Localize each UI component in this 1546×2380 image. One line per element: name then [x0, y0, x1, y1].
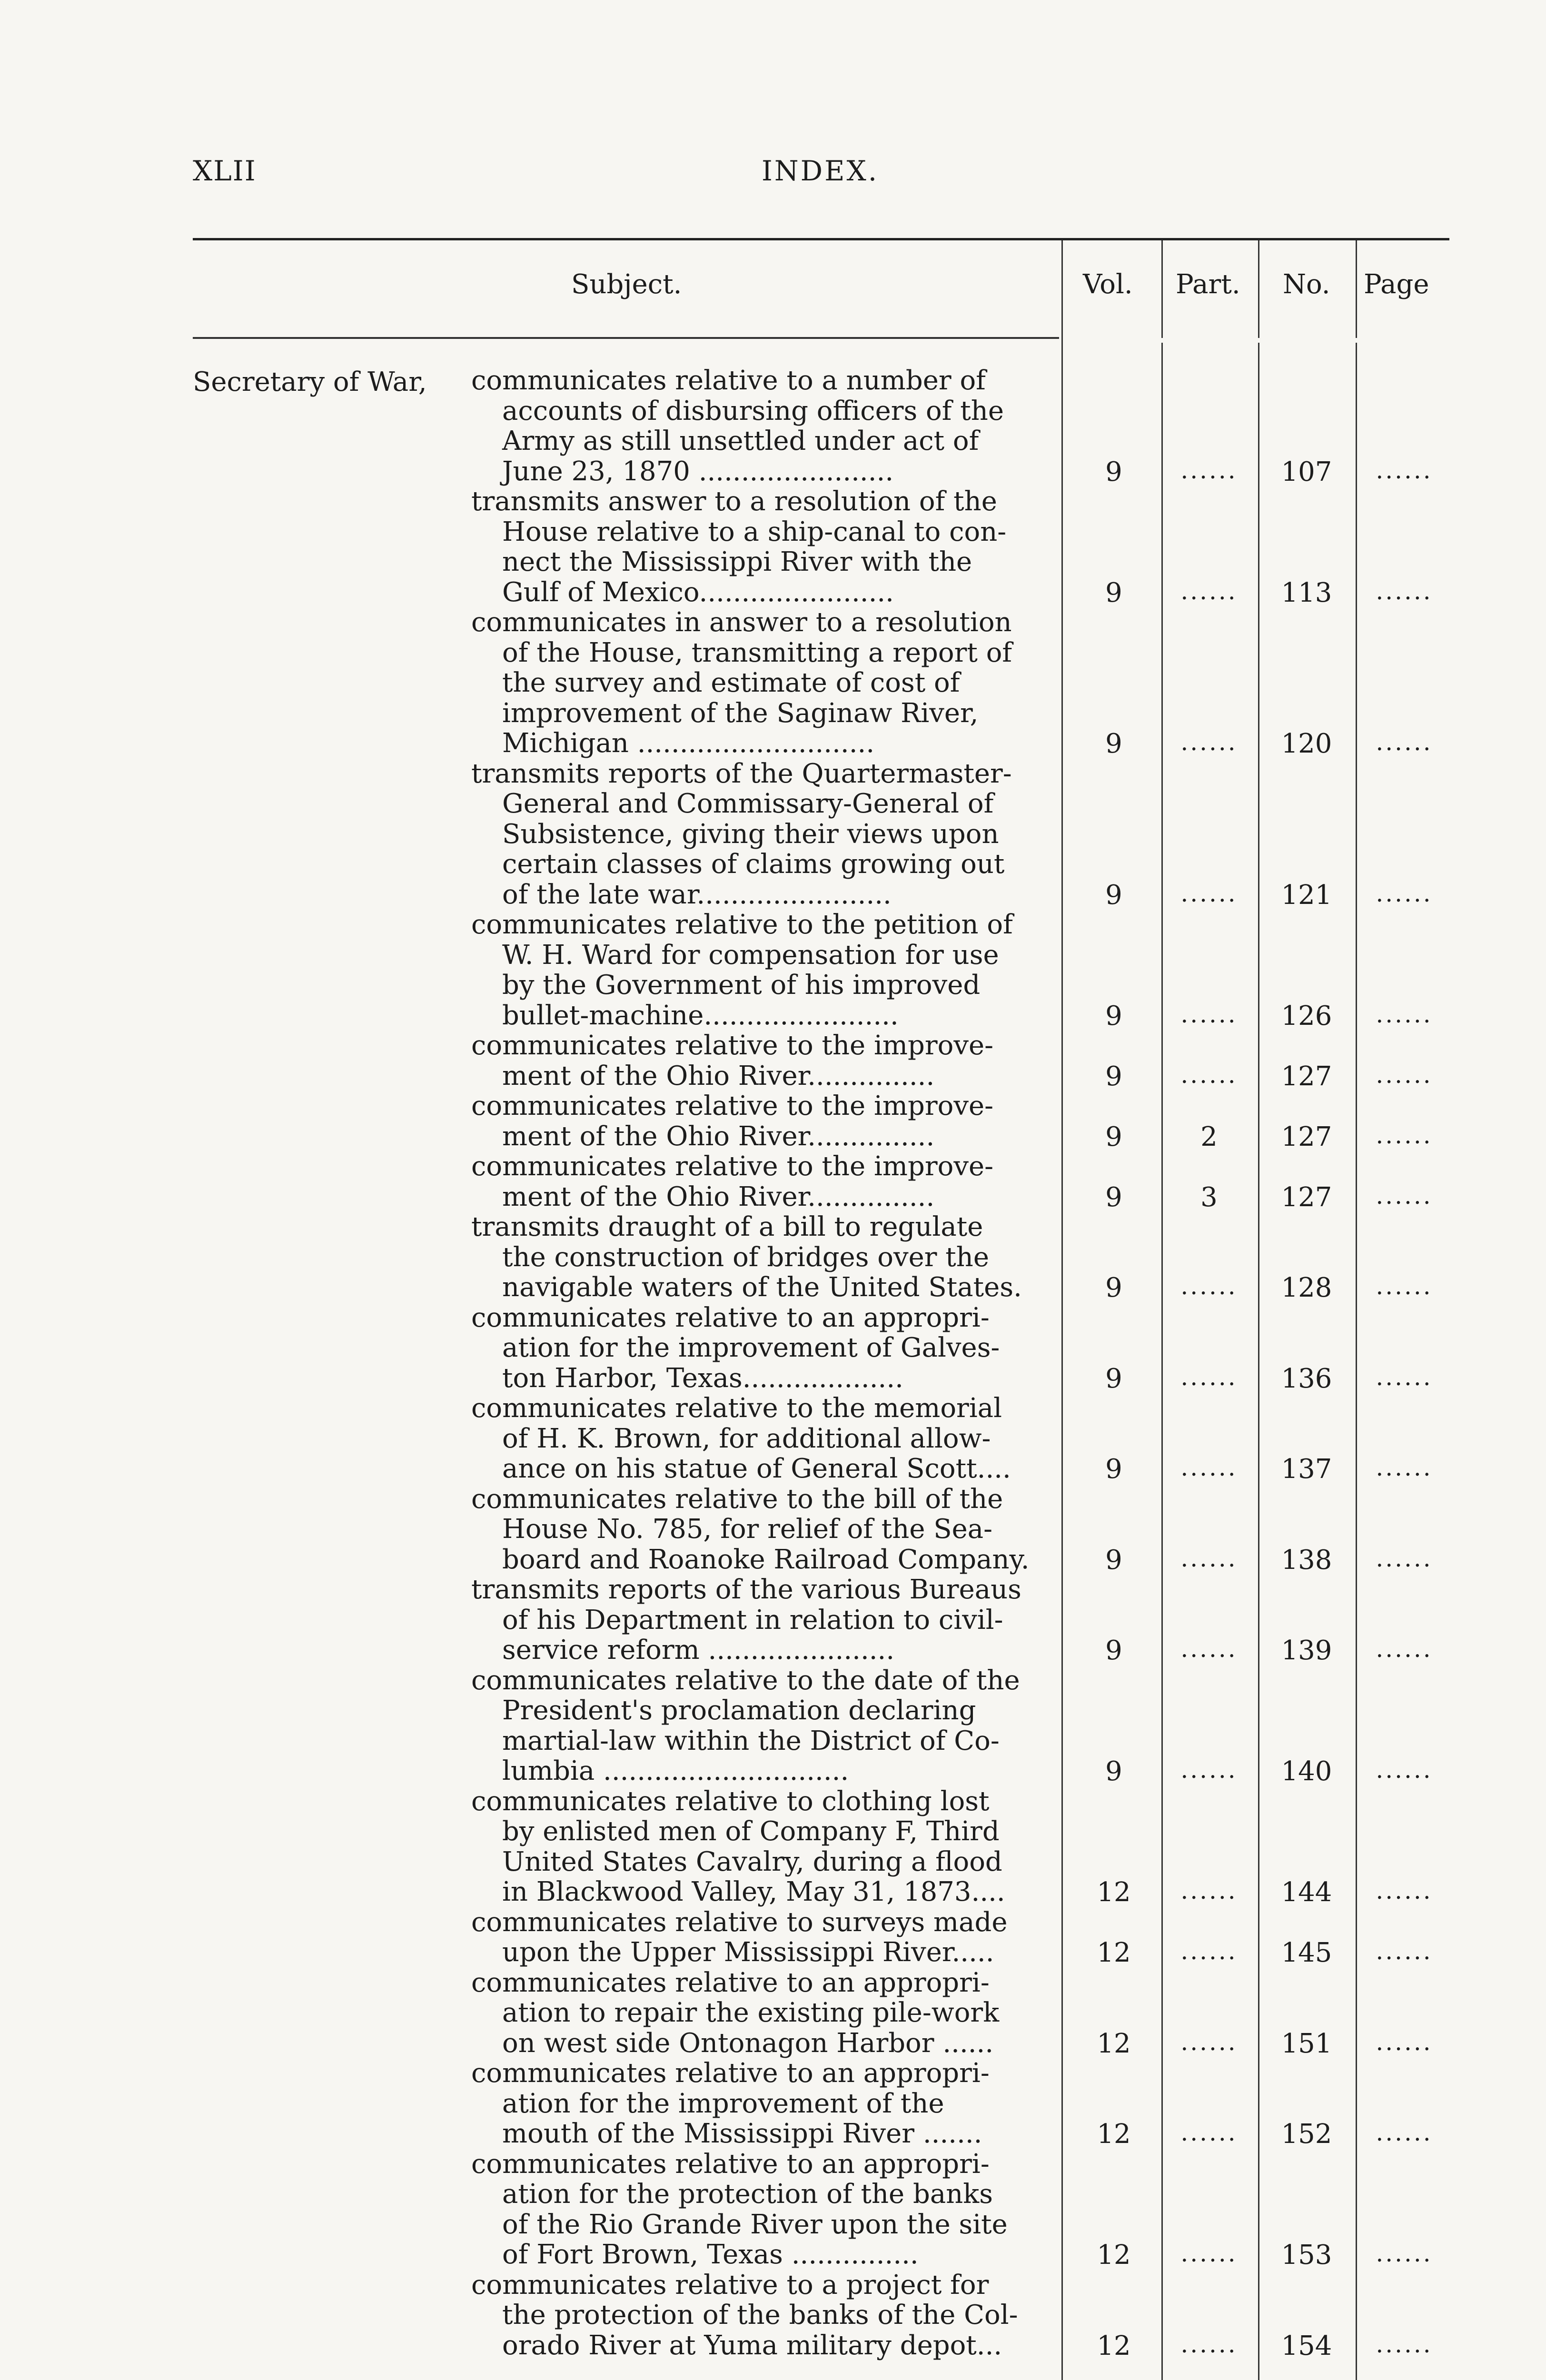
page-cell: ......: [1376, 1181, 1433, 1210]
index-entry: [0, 910, 1546, 1031]
part-cell: ......: [1180, 1000, 1238, 1028]
entry-text: [471, 910, 1057, 1031]
number-cell: 153: [1281, 2240, 1332, 2271]
number-cell: 128: [1281, 1272, 1332, 1303]
entry-line: orado River at Yuma military depot...: [502, 2330, 1002, 2361]
vol-cell: 9: [1105, 1635, 1122, 1666]
entry-line: mouth of the Mississippi River .......: [502, 2118, 982, 2149]
entry-line: by enlisted men of Company F, Third: [502, 1816, 1000, 1847]
entry-line: by the Government of his improved: [502, 970, 981, 1001]
part-cell: ......: [1180, 1272, 1238, 1300]
index-entry: [0, 486, 1546, 607]
entry-line: improvement of the Saginaw River,: [502, 697, 979, 729]
vol-cell: 9: [1105, 1363, 1122, 1394]
index-entry: [0, 1786, 1546, 1907]
page-cell: ......: [1376, 2028, 1433, 2056]
entry-line: communicates relative to an appropri-: [471, 1967, 990, 1998]
table-top-rule: [193, 238, 1449, 240]
entry-text: [471, 1212, 1057, 1303]
entry-text: [471, 2058, 1057, 2149]
part-cell: ......: [1180, 1363, 1238, 1391]
part-cell: ......: [1180, 1756, 1238, 1784]
entry-line: lumbia .............................: [502, 1755, 849, 1786]
entry-line: of the Rio Grande River upon the site: [502, 2209, 1008, 2240]
vol-cell: 9: [1105, 1121, 1122, 1152]
entry-text: [471, 1303, 1057, 1394]
entry-text: [471, 1393, 1057, 1484]
entry-line: communicates relative to clothing lost: [471, 1785, 990, 1817]
part-cell: 3: [1200, 1181, 1218, 1213]
part-cell: ......: [1180, 1937, 1238, 1965]
entry-text: [471, 1091, 1057, 1151]
page-cell: ......: [1376, 1937, 1433, 1965]
index-entry: [0, 1091, 1546, 1151]
entry-line: martial-law within the District of Co-: [502, 1725, 1000, 1756]
page-cell: ......: [1376, 1756, 1433, 1784]
number-cell: 113: [1281, 577, 1332, 608]
part-cell: ......: [1180, 2240, 1238, 2267]
page-cell: ......: [1376, 456, 1433, 484]
page-cell: ......: [1376, 1061, 1433, 1089]
part-cell: ......: [1180, 2330, 1238, 2358]
entry-line: United States Cavalry, during a flood: [502, 1846, 1002, 1877]
entry-line: on west side Ontonagon Harbor ......: [502, 2027, 994, 2059]
index-entry: [0, 1575, 1546, 1666]
part-cell: ......: [1180, 728, 1238, 756]
entry-line: ation for the improvement of Galves-: [502, 1332, 1000, 1363]
number-cell: 138: [1281, 1544, 1332, 1576]
part-cell: ......: [1180, 1544, 1238, 1572]
number-cell: 126: [1281, 1000, 1332, 1031]
entry-line: ment of the Ohio River...............: [502, 1121, 935, 1152]
column-divider: [1258, 240, 1259, 338]
page-cell: ......: [1376, 879, 1433, 907]
entry-line: communicates relative to a project for: [471, 2269, 989, 2301]
index-entry: [0, 2058, 1546, 2149]
index-entry: [0, 759, 1546, 910]
index-entry: [0, 2270, 1546, 2361]
number-cell: 136: [1281, 1363, 1332, 1394]
entry-line: communicates relative to a number of: [471, 365, 986, 396]
entry-line: June 23, 1870 .......................: [502, 456, 894, 487]
entry-line: Army as still unsettled under act of: [502, 426, 979, 456]
vol-cell: 9: [1105, 1272, 1122, 1303]
part-cell: 2: [1200, 1121, 1218, 1152]
entry-line: transmits answer to a resolution of the: [471, 486, 997, 517]
entry-line: ation for the improvement of the: [502, 2088, 944, 2119]
number-cell: 120: [1281, 728, 1332, 759]
column-header-vol: Vol.: [1083, 269, 1133, 300]
index-entry: [0, 1968, 1546, 2059]
entry-line: communicates relative to the date of the: [471, 1665, 1020, 1696]
part-cell: ......: [1180, 577, 1238, 605]
entry-line: communicates relative to the improve-: [471, 1091, 994, 1121]
entry-line: board and Roanoke Railroad Company.: [502, 1544, 1030, 1575]
page-cell: ......: [1376, 1121, 1433, 1149]
entry-line: communicates relative to the petition of: [471, 909, 1013, 940]
entry-text: [471, 486, 1057, 607]
entry-line: communicates relative to surveys made: [471, 1906, 1008, 1938]
index-entry: [0, 1151, 1546, 1212]
index-entry: [0, 1907, 1546, 1968]
entry-line: communicates in answer to a resolution: [471, 607, 1012, 638]
entry-text: [471, 2270, 1057, 2361]
index-entry: [0, 1484, 1546, 1575]
entry-line: of Fort Brown, Texas ...............: [502, 2239, 919, 2270]
vol-cell: 9: [1105, 728, 1122, 759]
number-cell: 152: [1281, 2119, 1332, 2150]
column-divider: [1161, 240, 1163, 338]
vol-cell: 12: [1097, 2028, 1131, 2059]
part-cell: ......: [1180, 1877, 1238, 1904]
entry-text: [471, 607, 1057, 759]
index-entry: [0, 1666, 1546, 1786]
number-cell: 151: [1281, 2028, 1332, 2059]
entry-line: the protection of the banks of the Col-: [502, 2300, 1018, 2330]
entry-line: communicates relative to an appropri-: [471, 1302, 990, 1333]
vol-cell: 9: [1105, 577, 1122, 608]
index-entry: [0, 607, 1546, 759]
entry-line: accounts of disbursing officers of the: [502, 395, 1004, 426]
page-cell: ......: [1376, 2330, 1433, 2358]
page-cell: ......: [1376, 2119, 1433, 2146]
entry-line: navigable waters of the United States.: [502, 1272, 1022, 1303]
number-cell: 107: [1281, 456, 1332, 487]
number-cell: 127: [1281, 1181, 1332, 1213]
vol-cell: 9: [1105, 1061, 1122, 1092]
index-entry: [0, 366, 1546, 486]
entry-line: of the House, transmitting a report of: [502, 637, 1012, 668]
number-cell: 121: [1281, 879, 1332, 911]
entry-text: [471, 1968, 1057, 2059]
entry-text: [471, 1484, 1057, 1575]
entry-text: [471, 1666, 1057, 1786]
entry-line: ation to repair the existing pile-work: [502, 1997, 1000, 2028]
entry-text: [471, 366, 1057, 486]
part-cell: ......: [1180, 1454, 1238, 1481]
page-cell: ......: [1376, 577, 1433, 605]
entry-line: transmits draught of a bill to regulate: [471, 1211, 983, 1242]
entry-line: communicates relative to the memorial: [471, 1393, 1002, 1424]
entry-line: transmits reports of the various Bureaus: [471, 1574, 1021, 1605]
entry-line: certain classes of claims growing out: [502, 849, 1005, 880]
number-cell: 127: [1281, 1061, 1332, 1092]
vol-cell: 9: [1105, 456, 1122, 487]
number-cell: 127: [1281, 1121, 1332, 1152]
entry-line: House No. 785, for relief of the Sea-: [502, 1514, 993, 1545]
entry-text: [471, 1151, 1057, 1212]
entry-line: Subsistence, giving their views upon: [502, 818, 999, 850]
column-header-part: Part.: [1176, 269, 1240, 300]
column-header-subject: Subject.: [571, 269, 682, 300]
entry-line: Gulf of Mexico.......................: [502, 576, 894, 608]
page-cell: ......: [1376, 728, 1433, 756]
part-cell: ......: [1180, 2028, 1238, 2056]
entry-line: House relative to a ship-canal to con-: [502, 516, 1007, 547]
entry-line: communicates relative to an appropri-: [471, 2148, 990, 2180]
entry-text: [471, 759, 1057, 910]
vol-cell: 9: [1105, 1000, 1122, 1031]
page-cell: ......: [1376, 1544, 1433, 1572]
vol-cell: 9: [1105, 879, 1122, 911]
vol-cell: 9: [1105, 1454, 1122, 1485]
vol-cell: 12: [1097, 2119, 1131, 2150]
index-entry: [0, 2149, 1546, 2270]
number-cell: 139: [1281, 1635, 1332, 1666]
entry-line: of the late war.......................: [502, 879, 892, 910]
entry-line: ton Harbor, Texas...................: [502, 1362, 903, 1394]
entry-line: communicates relative to the improve-: [471, 1030, 994, 1061]
number-cell: 145: [1281, 1937, 1332, 1968]
number-cell: 144: [1281, 1877, 1332, 1908]
page-cell: ......: [1376, 1363, 1433, 1391]
column-header-page: Page: [1364, 269, 1429, 300]
vol-cell: 12: [1097, 2240, 1131, 2271]
header-rule: [193, 337, 1059, 339]
entry-line: of H. K. Brown, for additional allow-: [502, 1423, 991, 1454]
entry-text: [471, 1575, 1057, 1666]
entry-line: ment of the Ohio River...............: [502, 1060, 935, 1091]
entry-text: [471, 2149, 1057, 2270]
column-divider: [1356, 240, 1357, 338]
entry-line: communicates relative to an appropri-: [471, 2058, 990, 2089]
page-cell: ......: [1376, 1877, 1433, 1904]
vol-cell: 9: [1105, 1544, 1122, 1576]
page-cell: ......: [1376, 1000, 1433, 1028]
entry-line: ment of the Ohio River...............: [502, 1181, 935, 1212]
index-entry: [0, 1212, 1546, 1303]
page-cell: ......: [1376, 1635, 1433, 1663]
entry-text: [471, 1031, 1057, 1091]
index-entry: [0, 1031, 1546, 1091]
page-cell: ......: [1376, 1454, 1433, 1481]
page-cell: ......: [1376, 2240, 1433, 2267]
entry-line: in Blackwood Valley, May 31, 1873....: [502, 1876, 1005, 1907]
subject-name: Secretary of War,: [193, 367, 427, 397]
part-cell: ......: [1180, 456, 1238, 484]
entry-text: [471, 1907, 1057, 1968]
number-cell: 140: [1281, 1756, 1332, 1787]
running-title: INDEX.: [762, 155, 879, 187]
vol-cell: 9: [1105, 1181, 1122, 1213]
entry-line: Michigan ............................: [502, 728, 875, 759]
entry-line: service reform ......................: [502, 1635, 895, 1666]
part-cell: ......: [1180, 1061, 1238, 1089]
part-cell: ......: [1180, 2119, 1238, 2146]
entry-line: General and Commissary-General of: [502, 788, 994, 819]
entry-line: the construction of bridges over the: [502, 1241, 990, 1273]
entry-line: communicates relative to the bill of the: [471, 1483, 1003, 1515]
entry-text: [471, 1786, 1057, 1907]
index-entry: [0, 1303, 1546, 1394]
part-cell: ......: [1180, 1635, 1238, 1663]
page-cell: ......: [1376, 1272, 1433, 1300]
number-cell: 137: [1281, 1454, 1332, 1485]
entry-line: the survey and estimate of cost of: [502, 667, 960, 698]
entry-line: transmits reports of the Quartermaster-: [471, 758, 1012, 789]
column-header-no: No.: [1283, 269, 1330, 300]
entry-line: bullet-machine.......................: [502, 1000, 899, 1031]
entry-line: ance on his statue of General Scott....: [502, 1453, 1011, 1484]
part-cell: ......: [1180, 879, 1238, 907]
index-entry: [0, 1393, 1546, 1484]
entry-line: ation for the protection of the banks: [502, 2179, 993, 2210]
entry-line: of his Department in relation to civil-: [502, 1604, 1003, 1636]
entry-line: communicates relative to the improve-: [471, 1151, 994, 1182]
entry-line: upon the Upper Mississippi River.....: [502, 1937, 994, 1968]
vol-cell: 12: [1097, 2330, 1131, 2361]
entry-line: nect the Mississippi River with the: [502, 546, 972, 577]
vol-cell: 9: [1105, 1756, 1122, 1787]
number-cell: 154: [1281, 2330, 1332, 2361]
vol-cell: 12: [1097, 1877, 1131, 1908]
entry-line: W. H. Ward for compensation for use: [502, 939, 999, 971]
entry-line: President's proclamation declaring: [502, 1695, 976, 1726]
page-folio: XLII: [193, 155, 257, 187]
vol-cell: 12: [1097, 1937, 1131, 1968]
